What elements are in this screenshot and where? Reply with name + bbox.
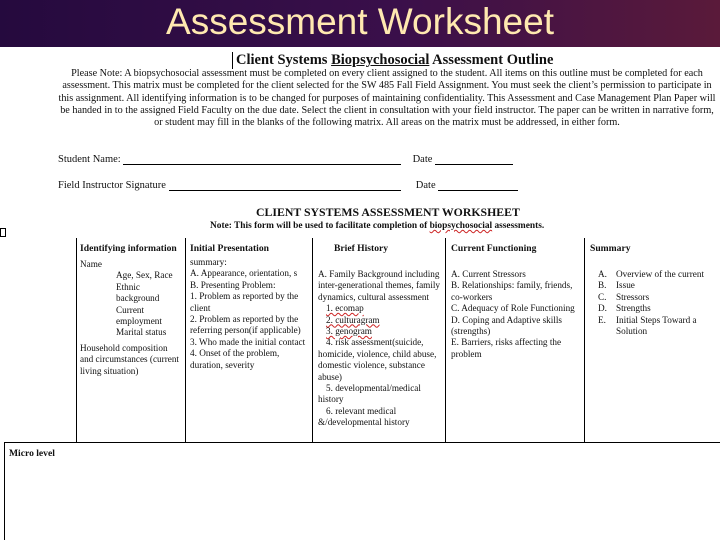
summary-text: Overview of the current [616, 269, 705, 279]
outline-title-suffix: Assessment Outline [429, 52, 554, 68]
identifying-item: Age, Sex, Race [116, 270, 173, 281]
summary-key: A. [598, 269, 607, 279]
slide-title: Assessment Worksheet [166, 1, 554, 42]
identifying-item: Ethnic [116, 281, 140, 292]
document-page [0, 47, 720, 540]
history-line: 4. risk assessment(suicide, homicide, violence, child abuse, domestic violence, substance abuse) [318, 337, 437, 382]
identifying-item: Current [116, 304, 145, 315]
col-line-3 [445, 238, 446, 442]
summary-item [592, 292, 718, 303]
cell-summary [592, 269, 718, 337]
header-initial: Initial Presentation [190, 243, 269, 254]
functioning-line: A. Current Stressors [451, 269, 526, 279]
history-line: 2. culturagram [326, 314, 380, 325]
initial-line: 1. Problem as reported by the client [190, 291, 299, 313]
summary-item [592, 303, 718, 314]
date-label-1: Date [412, 154, 433, 165]
summary-item [592, 315, 718, 338]
worksheet-note-prefix: Note: This form will be used to facilitate completion of [210, 221, 430, 231]
worksheet-note-suffix: assessments. [492, 221, 545, 231]
worksheet-title: CLIENT SYSTEMS ASSESSMENT WORKSHEET [256, 205, 520, 219]
instructor-signature-field[interactable] [169, 181, 401, 191]
summary-key: B. [598, 280, 607, 291]
outline-title-underlined: Biopsychosocial [331, 52, 430, 68]
student-name-row [58, 154, 513, 165]
cell-history [318, 269, 442, 429]
identifying-household: Household composition and circumstances (current living situation) [80, 342, 179, 376]
student-name-field[interactable] [123, 155, 401, 165]
date-field-2[interactable] [438, 181, 518, 191]
date-field-1[interactable] [435, 155, 513, 165]
worksheet-note [210, 221, 544, 231]
history-line: 1. ecomap [326, 303, 364, 314]
summary-item [592, 269, 718, 280]
header-identifying: Identifying information [80, 243, 177, 254]
initial-line: 2. Problem as reported by the referring person(if applicable) [190, 314, 301, 336]
slide-title-bar [0, 0, 720, 47]
initial-line: 3. Who made the initial contact [190, 336, 306, 347]
history-line: 3. genogram [326, 326, 372, 337]
initial-line: A. Appearance, orientation, s [190, 268, 298, 279]
worksheet-note-wavy: biopsychosocial [429, 221, 493, 231]
date-label-2: Date [415, 180, 436, 191]
micro-level-section [4, 442, 720, 540]
history-line: 5. developmental/medical history [318, 383, 421, 405]
history-line: 6. relevant medical &/developmental history [318, 405, 410, 428]
header-summary: Summary [590, 243, 631, 254]
identifying-item: employment [116, 316, 162, 327]
left-edge-marker [0, 228, 6, 237]
col-line-2 [312, 238, 313, 442]
col-line-4 [584, 238, 585, 442]
summary-item [592, 280, 718, 291]
identifying-item: background [116, 293, 160, 304]
initial-line: B. Presenting Problem: [190, 279, 276, 290]
micro-level-label: Micro level [9, 448, 55, 459]
cell-initial [190, 257, 309, 371]
worksheet-matrix [76, 238, 720, 442]
summary-key: E. [598, 314, 606, 325]
summary-text: Strengths [616, 303, 651, 314]
summary-text: Stressors [616, 291, 650, 302]
identifying-name: Name [80, 259, 102, 269]
initial-line: 4. Onset of the problem, duration, severity [190, 348, 280, 370]
functioning-line: B. Relationships: family, friends, co-workers [451, 280, 573, 302]
functioning-line: D. Coping and Adaptive skills (strengths) [451, 314, 563, 337]
cell-identifying [80, 259, 182, 377]
summary-key: D. [598, 303, 607, 314]
summary-list [592, 269, 718, 337]
identifying-item: Marital status [116, 327, 167, 338]
initial-line: summary: [190, 257, 227, 267]
outline-title [232, 52, 553, 69]
summary-text: Initial Steps Toward a Solution [616, 314, 697, 337]
instructor-label: Field Instructor Signature [58, 180, 166, 191]
summary-text: Issue [616, 280, 635, 291]
header-functioning: Current Functioning [451, 243, 537, 254]
summary-key: C. [598, 291, 607, 302]
outline-note: Please Note: A biopsychosocial assessment must be completed on every client assigned to the student. All items on this outline must be completed for each assessment. This matrix must be completed for the client selected for the SW 485 Fall Field Assignment. You must seek the client’s permission to participate in this assignment. All identifying information is to be changed for purposes of maintaining confidentiality. This Assessment and Case Management Plan Paper will be handed in to the assigned Field Faculty on the due date. Select the client in consultation with your field instructor. The paper can be written in narrative form, or student may fill in the blanks of the following matrix. All areas on the matrix must be addressed, in either form. [58, 68, 716, 129]
student-name-label: Student Name: [58, 154, 121, 165]
history-line: A. Family Background including inter-generational themes, family dynamics, cultural assessment [318, 269, 441, 302]
cell-functioning [451, 269, 581, 360]
functioning-line: C. Adequacy of Role Functioning [451, 303, 575, 314]
functioning-line: E. Barriers, risks affecting the problem [451, 337, 562, 359]
header-history: Brief History [334, 243, 389, 254]
outline-title-prefix: Client Systems [236, 52, 332, 68]
col-line-0 [76, 238, 77, 442]
instructor-row [58, 180, 518, 191]
col-line-1 [185, 238, 186, 442]
identifying-items [80, 270, 182, 338]
